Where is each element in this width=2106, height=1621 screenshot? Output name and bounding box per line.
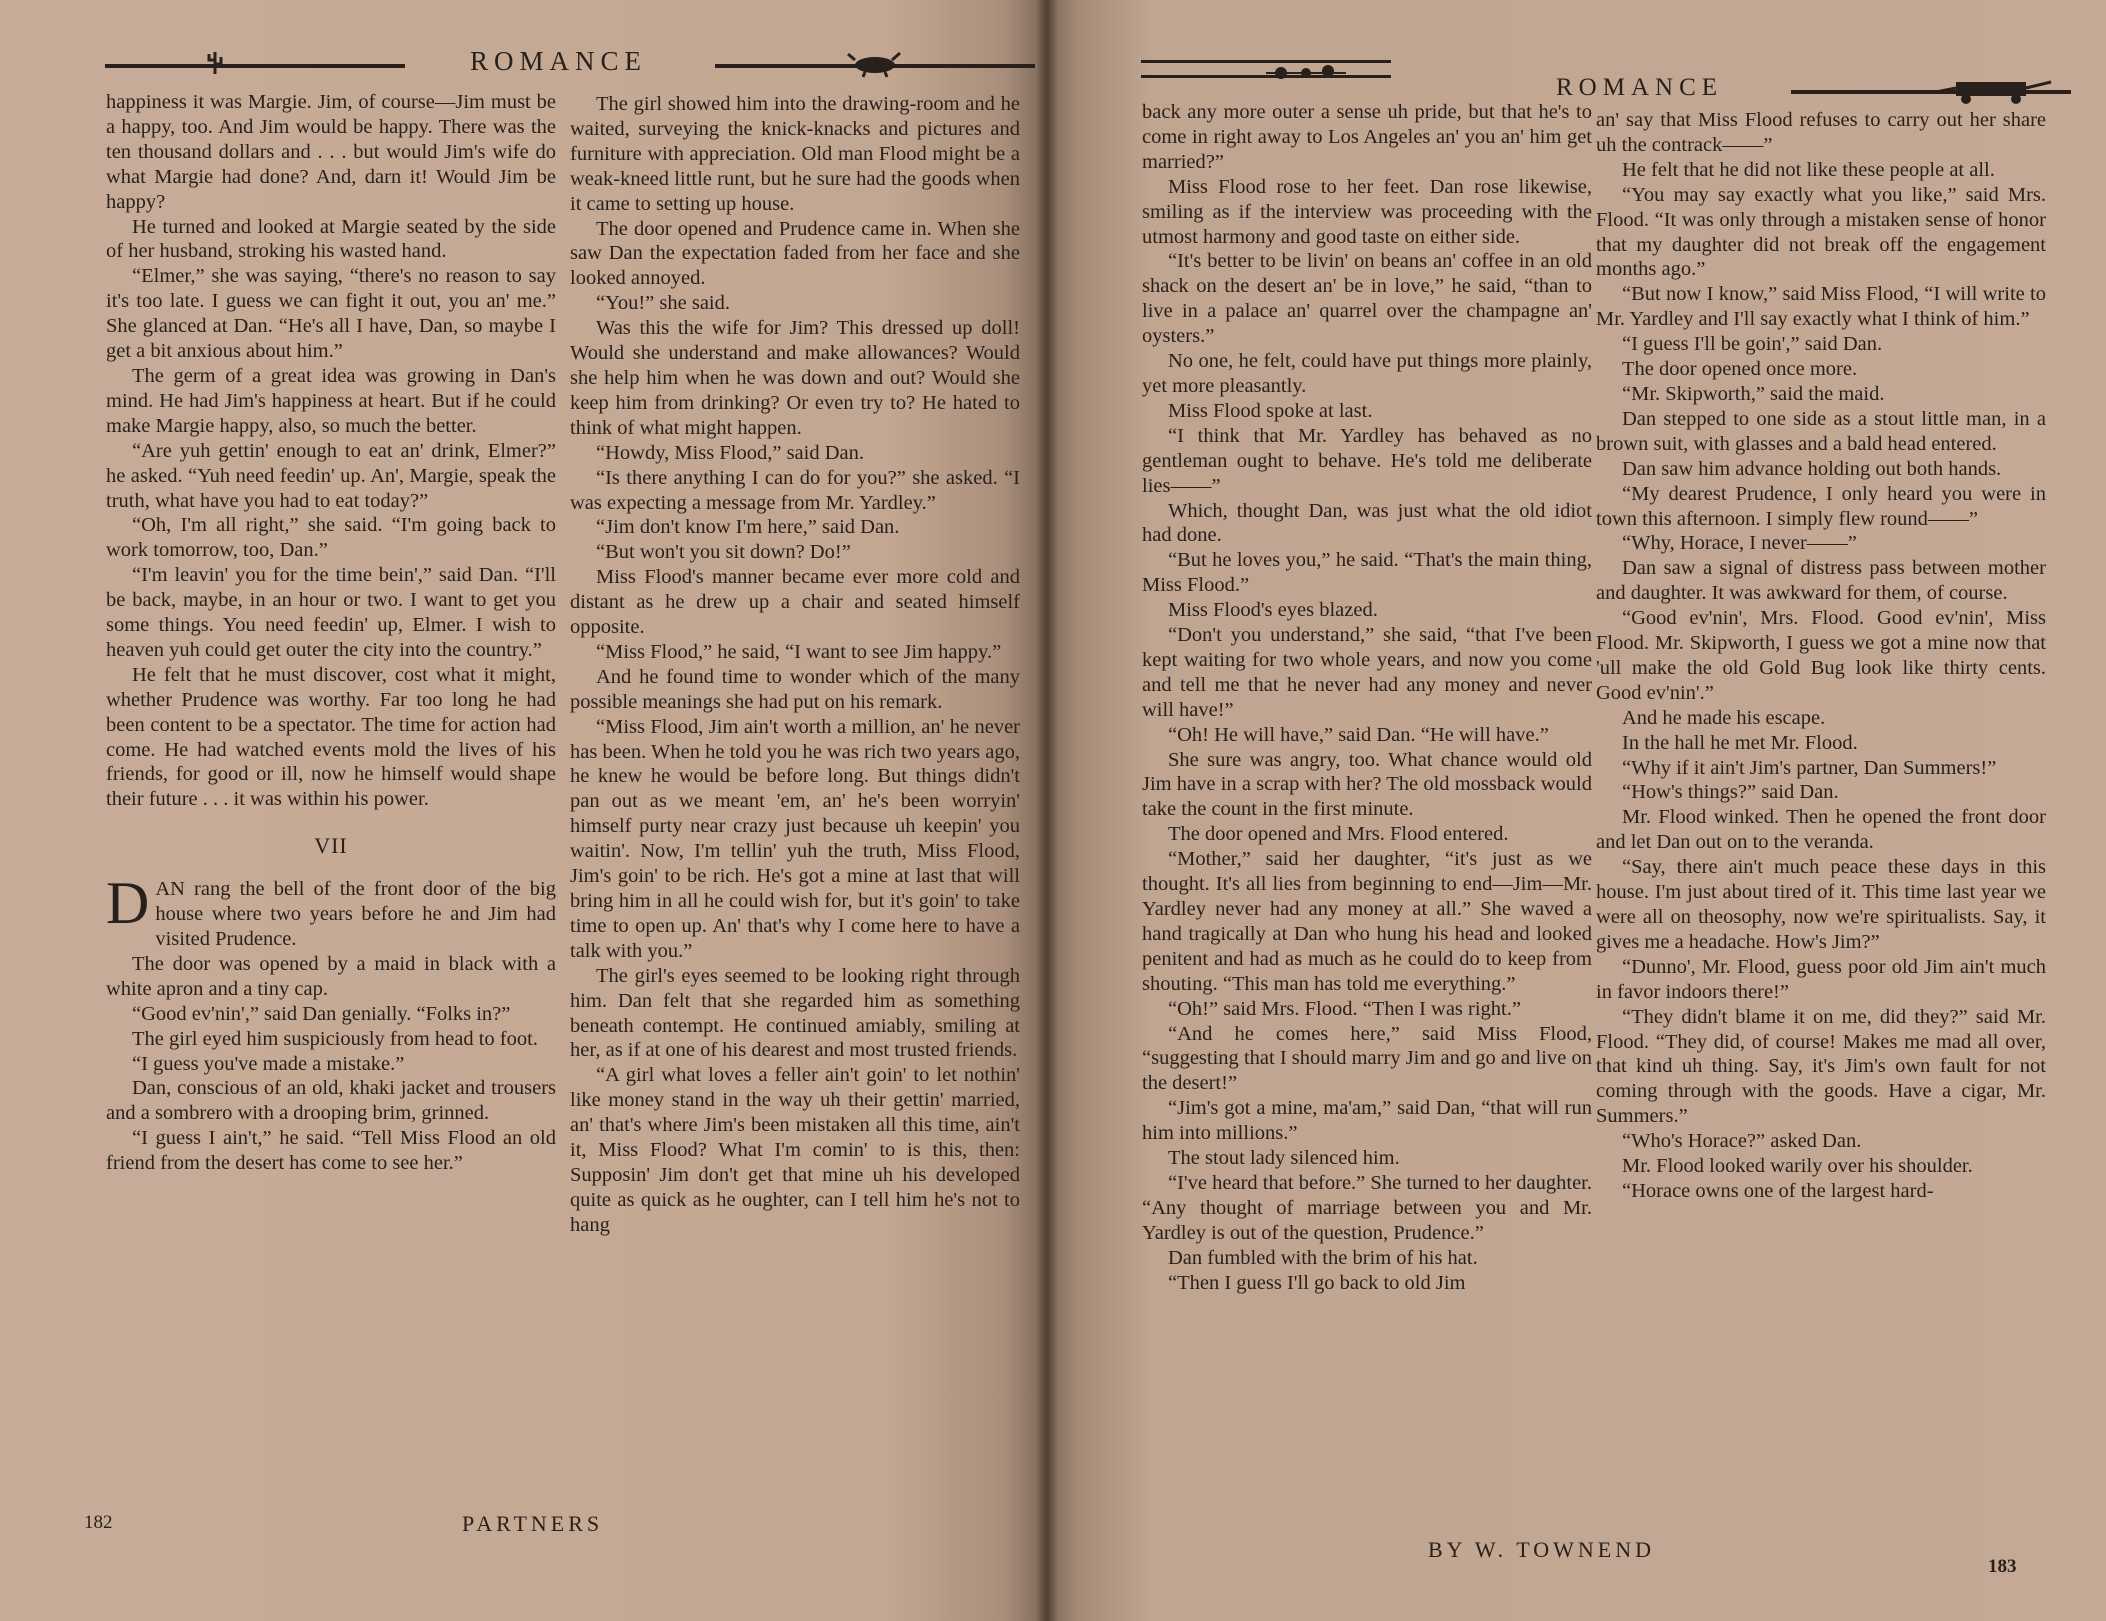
paragraph: “Howdy, Miss Flood,” said Dan. bbox=[596, 441, 865, 464]
paragraph: an' say that Miss Flood refuses to carry out her share uh the contrack——” bbox=[1596, 109, 2046, 156]
paragraph: “But he loves you,” he said. “That's the main thing, Miss Flood.” bbox=[1142, 549, 1592, 597]
paragraph: “Horace owns one of the largest hard- bbox=[1622, 1179, 1934, 1202]
right-column-2 bbox=[1596, 108, 2046, 1204]
paragraph: “Oh! He will have,” said Dan. “He will have.” bbox=[1168, 723, 1549, 746]
paragraph: “Good ev'nin',” said Dan genially. “Folks in?” bbox=[132, 1002, 511, 1025]
paragraph: He felt that he must discover, cost what it might, whether Prudence was worthy. Far too long he had been content to be a spectator. The time for action had come. He had watched events mold the lives of his friends, for good or ill, now he himself would shape their future . . . it was within his power. bbox=[106, 663, 556, 811]
paragraph: “My dearest Prudence, I only heard you were in town this afternoon. I simply flew round——” bbox=[1596, 482, 2046, 530]
paragraph: “A girl what loves a feller ain't goin' to let nothin' like money stand in the way uh their gettin' married, an' that's where Jim's been mistaken all this time, ain't it, Miss Flood? What I'm comin' to is this, then: Supposin' Jim don't get that mine uh his developed quite as quick as he oughter, can I tell him he's not to hang bbox=[570, 1064, 1020, 1236]
right-page bbox=[1046, 0, 2106, 1621]
paragraph: “I think that Mr. Yardley has behaved as no gentleman ought to behave. He's told me deliberate lies——” bbox=[1142, 424, 1592, 497]
paragraph: The door opened and Mrs. Flood entered. bbox=[1168, 823, 1509, 846]
paragraph: “Why, Horace, I never——” bbox=[1622, 532, 1857, 555]
paragraph: “Oh, I'm all right,” she said. “I'm going back to work tomorrow, too, Dan.” bbox=[106, 514, 556, 562]
paragraph: “They didn't blame it on me, did they?” said Mr. Flood. “They did, of course! Makes me mad all over, that kind uh thing. Say, it's Jim's own fault for not coming through with the goods. Have a cigar, Mr. Summers.” bbox=[1596, 1005, 2046, 1128]
paragraph: Was this the wife for Jim? This dressed up doll! Would she understand and make allowances? Would she help him when he was down and out? Would she keep him from drinking? Or even try to? He hated to think of what might happen. bbox=[570, 317, 1020, 439]
chapter-opening-text: AN rang the bell of the front door of the big house where two years before he and Jim had visited Prudence. bbox=[155, 878, 556, 950]
paragraph: “Miss Flood, Jim ain't worth a million, an' he never has been. When he told you he was rich two years ago, he knew he would be before long. But things didn't pan out as we meant 'em, an' he's been worryin' himself purty near crazy just because uh keepin' you waitin'. Now, I'm tellin' yuh the truth, Miss Flood, Jim's goin' to be rich. He's got a mine at last that will bring him in all he could wish for, but it's goin' to take time to open up. An' that's why I come here to have a talk with you.” bbox=[570, 715, 1020, 962]
paragraph: And he made his escape. bbox=[1622, 706, 1826, 729]
paragraph: In the hall he met Mr. Flood. bbox=[1622, 731, 1858, 754]
paragraph: “Are yuh gettin' enough to eat an' drink, Elmer?” he asked. “Yuh need feedin' up. An', Margie, speak the truth, what have you had to eat today?” bbox=[106, 439, 556, 512]
paragraph: “Who's Horace?” asked Dan. bbox=[1622, 1130, 1862, 1153]
paragraph: “You!” she said. bbox=[596, 292, 731, 315]
running-foot-title: PARTNERS bbox=[462, 1511, 604, 1536]
paragraph: She sure was angry, too. What chance would old Jim have in a scrap with her? The old mossback would take the count in the first minute. bbox=[1142, 748, 1592, 821]
paragraph: Miss Flood spoke at last. bbox=[1168, 399, 1373, 422]
paragraph: back any more outer a sense uh pride, but that he's to come in right away to Los Angeles an' you an' him get married?” bbox=[1142, 101, 1592, 173]
paragraph: “Don't you understand,” she said, “that I've been kept waiting for two whole years, and now you come and tell me that he never had any money and never will have!” bbox=[1142, 624, 1592, 721]
drop-cap: D bbox=[106, 870, 150, 937]
paragraph: Miss Flood rose to her feet. Dan rose likewise, smiling as if the interview was proceeding with the utmost harmony and good taste on either side. bbox=[1142, 175, 1592, 248]
paragraph: “Dunno', Mr. Flood, guess poor old Jim ain't much in favor indoors there!” bbox=[1596, 955, 2046, 1003]
paragraph: “I guess I ain't,” he said. “Tell Miss Flood an old friend from the desert has come to see her.” bbox=[106, 1127, 556, 1175]
paragraph: “But now I know,” said Miss Flood, “I will write to Mr. Yardley and I'll say exactly what I think of him.” bbox=[1596, 283, 2046, 331]
running-head-title: ROMANCE bbox=[470, 46, 648, 76]
paragraph: “Mother,” said her daughter, “it's just as we thought. It's all lies from beginning to end—Jim—Mr. Yardley never had any money at all.” She waved a hand tragically at Dan who hung his head and looked penitent and had as much as he could do to keep from shouting. “This man has told me everything.” bbox=[1142, 848, 1592, 995]
paragraph: “You may say exactly what you like,” said Mrs. Flood. “It was only through a mistaken sense of honor that my daughter did not break off the engagement months ago.” bbox=[1596, 183, 2046, 281]
paragraph: The girl showed him into the drawing-room and he waited, surveying the knick-knacks and pictures and furniture with appreciation. Old man Flood might be a weak-kneed little runt, but he sure had the goods when it came to setting up house. bbox=[570, 93, 1020, 215]
paragraph: Dan, conscious of an old, khaki jacket and trousers and a sombrero with a drooping brim, grinned. bbox=[106, 1077, 556, 1125]
chapter-heading: VII bbox=[314, 833, 348, 859]
paragraph: The door was opened by a maid in black with a white apron and a tiny cap. bbox=[106, 952, 556, 1000]
paragraph: “Then I guess I'll go back to old Jim bbox=[1168, 1271, 1466, 1294]
paragraph: The girl's eyes seemed to be looking right through him. Dan felt that she regarded him as something beneath contempt. He continued amiably, smiling at her, as if at one of his dearest and most trusted friends. bbox=[570, 964, 1020, 1062]
paragraph: “It's better to be livin' on beans an' coffee in an old shack on the desert an' be in love,” he said, “than to live in a palace an' quarrel over the champagne an' oysters.” bbox=[1142, 250, 1592, 348]
paragraph: “Mr. Skipworth,” said the maid. bbox=[1622, 382, 1885, 405]
page-number: 183 bbox=[1988, 1556, 2017, 1577]
running-foot-author: BY W. TOWNEND bbox=[1428, 1537, 1655, 1562]
animal-ornament-icon bbox=[835, 48, 915, 78]
floral-ornament-icon bbox=[1261, 58, 1351, 88]
page-number: 182 bbox=[84, 1512, 113, 1533]
left-column-1 bbox=[106, 90, 556, 1176]
right-column-1 bbox=[1142, 100, 1592, 1296]
paragraph: Dan saw him advance holding out both hands. bbox=[1622, 457, 2002, 480]
cactus-ornament-icon bbox=[185, 48, 245, 78]
paragraph: The door opened and Prudence came in. When she saw Dan the expectation faded from her face and she looked annoyed. bbox=[570, 217, 1020, 290]
chapter-opening-paragraph bbox=[106, 870, 556, 952]
left-page-header bbox=[105, 40, 1035, 90]
paragraph: Mr. Flood looked warily over his shoulder. bbox=[1622, 1155, 1973, 1178]
paragraph: Dan stepped to one side as a stout little man, in a brown suit, with glasses and a bald head entered. bbox=[1596, 407, 2046, 455]
paragraph: He felt that he did not like these people at all. bbox=[1622, 158, 1995, 181]
paragraph: Dan saw a signal of distress pass between mother and daughter. It was awkward for them, of course. bbox=[1596, 557, 2046, 605]
paragraph: “I guess you've made a mistake.” bbox=[132, 1052, 405, 1075]
paragraph: The girl eyed him suspiciously from head to foot. bbox=[132, 1027, 538, 1050]
paragraph: “Miss Flood,” he said, “I want to see Jim happy.” bbox=[596, 640, 1002, 663]
paragraph: “Elmer,” she was saying, “there's no reason to say it's too late. I guess we can fight it out, you an' me.” She glanced at Dan. “He's all I have, Dan, so maybe I get a bit anxious about him.” bbox=[106, 265, 556, 363]
left-page bbox=[0, 0, 1046, 1621]
paragraph: “I'm leavin' you for the time bein',” said Dan. “I'll be back, maybe, in an hour or two. I want to get you some things. You need feedin' up, Elmer. I wish to heaven yuh could get outer the city into the country.” bbox=[106, 564, 556, 661]
paragraph: “I've heard that before.” She turned to her daughter. “Any thought of marriage between you and Mr. Yardley is out of the question, Prudence.” bbox=[1142, 1171, 1592, 1244]
running-head-title: ROMANCE bbox=[1556, 74, 1724, 101]
paragraph: Mr. Flood winked. Then he opened the front door and let Dan out on to the veranda. bbox=[1596, 806, 2046, 854]
paragraph: Which, thought Dan, was just what the old idiot had done. bbox=[1142, 499, 1592, 547]
paragraph: And he found time to wonder which of the many possible meanings she had put on his remark. bbox=[570, 665, 1020, 713]
paragraph: “And he comes here,” said Miss Flood, “suggesting that I should marry Jim and go and live on the desert!” bbox=[1142, 1022, 1592, 1095]
paragraph: The germ of a great idea was growing in Dan's mind. He had Jim's happiness at heart. But if he could make Margie happy, also, so much the better. bbox=[106, 364, 556, 437]
right-page-header bbox=[1141, 50, 2071, 100]
paragraph: “Good ev'nin', Mrs. Flood. Good ev'nin', Miss Flood. Mr. Skipworth, I guess we got a mine now that 'ull make the old Gold Bug look like thirty cents. Good ev'nin'.” bbox=[1596, 607, 2046, 704]
header-rule-left bbox=[105, 64, 405, 68]
paragraph: He turned and looked at Margie seated by the side of her husband, stroking his wasted hand. bbox=[106, 215, 556, 263]
paragraph: Dan fumbled with the brim of his hat. bbox=[1168, 1246, 1478, 1269]
paragraph: “Jim don't know I'm here,” said Dan. bbox=[596, 516, 900, 539]
paragraph: “Say, there ain't much peace these days in this house. I'm just about tired of it. This time last year we were all on theosophy, now we're spiritualists. Say, it gives me a headache. How's Jim?” bbox=[1596, 856, 2046, 953]
paragraph: “Is there anything I can do for you?” she asked. “I was expecting a message from Mr. Yardley.” bbox=[570, 466, 1020, 514]
paragraph: happiness it was Margie. Jim, of course—Jim must be a happy, too. And Jim would be happy. There was the ten thousand dollars and . . . but would Jim's wife do what Margie had done? And, darn it! Would Jim be happy? bbox=[106, 91, 556, 213]
paragraph: “How's things?” said Dan. bbox=[1622, 781, 1839, 804]
paragraph: “Why if it ain't Jim's partner, Dan Summers!” bbox=[1622, 756, 1997, 779]
paragraph: “Oh!” said Mrs. Flood. “Then I was right.” bbox=[1168, 997, 1521, 1020]
paragraph: “Jim's got a mine, ma'am,” said Dan, “that will run him into millions.” bbox=[1142, 1097, 1592, 1145]
paragraph: Miss Flood's eyes blazed. bbox=[1168, 599, 1378, 622]
wagon-ornament-icon bbox=[1921, 74, 2061, 104]
paragraph: No one, he felt, could have put things more plainly, yet more pleasantly. bbox=[1142, 350, 1592, 397]
paragraph: The door opened once more. bbox=[1622, 358, 1858, 381]
paragraph: Miss Flood's manner became ever more cold and distant as he drew up a chair and seated himself opposite. bbox=[570, 566, 1020, 639]
paragraph: “I guess I'll be goin',” said Dan. bbox=[1622, 333, 1883, 356]
book-gutter bbox=[1036, 0, 1058, 1621]
paragraph: “But won't you sit down? Do!” bbox=[596, 541, 851, 564]
left-column-2 bbox=[570, 92, 1020, 1238]
paragraph: The stout lady silenced him. bbox=[1168, 1147, 1400, 1170]
